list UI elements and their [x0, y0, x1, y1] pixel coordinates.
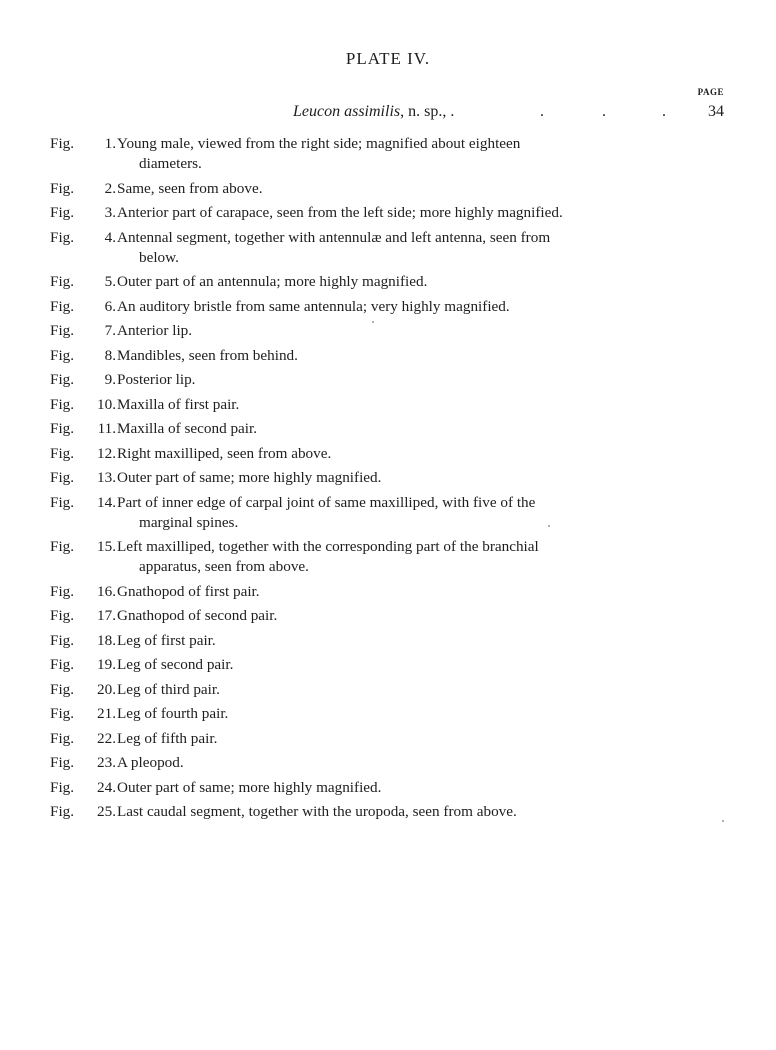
figure-entry	[50, 179, 680, 199]
figure-entry	[50, 370, 680, 390]
figure-description	[116, 753, 680, 773]
figure-entry	[50, 655, 680, 675]
figure-description	[116, 179, 680, 199]
figure-word: Fig.	[50, 656, 75, 673]
figure-entry	[50, 493, 680, 533]
figure-label	[50, 655, 116, 675]
species-page-number: 34	[708, 103, 724, 120]
figure-number: 1.	[104, 135, 116, 152]
figure-entry	[50, 802, 680, 822]
figure-label	[50, 729, 116, 749]
figure-number: 21.	[97, 705, 116, 722]
figure-label	[50, 419, 116, 439]
figure-word: Fig.	[50, 204, 75, 221]
figure-description-line: Left maxilliped, together with the corresponding part of the branchial	[117, 538, 539, 555]
figure-word: Fig.	[50, 803, 75, 820]
figure-entry	[50, 395, 680, 415]
figure-description-continuation: diameters.	[139, 155, 202, 172]
leader-dot: .	[540, 103, 544, 120]
figure-number: 4.	[104, 228, 116, 246]
figure-entry	[50, 444, 680, 464]
figure-number: 8.	[104, 346, 116, 364]
figure-description-line: Gnathopod of second pair.	[117, 607, 278, 624]
plate-title: PLATE IV.	[345, 49, 431, 68]
figure-description-line: Last caudal segment, together with the uropoda, seen from above.	[117, 803, 517, 820]
figure-label	[50, 753, 116, 773]
figure-description-line: Leg of fourth pair.	[117, 705, 229, 722]
figure-label	[50, 778, 116, 798]
figure-number: 20.	[97, 680, 116, 698]
figure-label	[50, 297, 116, 317]
figure-label	[50, 468, 116, 488]
figure-entry	[50, 419, 680, 439]
figure-word: Fig.	[50, 469, 75, 486]
figure-description-line: An auditory bristle from same antennula; very highly magnified.	[117, 297, 510, 315]
figure-description-line: Mandibles, seen from behind.	[117, 346, 298, 364]
species-name	[293, 103, 454, 121]
figure-entry	[50, 537, 680, 577]
figure-word: Fig.	[50, 538, 75, 555]
figure-label	[50, 321, 116, 341]
figure-description-continuation: marginal spines.	[139, 513, 239, 531]
species-italic-name: Leucon assimilis	[293, 103, 401, 120]
figure-description	[116, 346, 680, 366]
figure-label	[50, 272, 116, 292]
figure-number: 17.	[97, 607, 116, 624]
figure-label	[50, 631, 116, 651]
figure-description	[116, 134, 680, 174]
figure-number: 5.	[104, 273, 116, 290]
figure-number: 22.	[97, 729, 116, 747]
figure-description	[116, 395, 680, 415]
figure-description	[116, 444, 680, 464]
figure-label	[50, 606, 116, 626]
figure-number: 9.	[104, 371, 116, 388]
figure-description-line: Gnathopod of first pair.	[117, 582, 260, 600]
figure-word: Fig.	[50, 297, 75, 315]
figure-description	[116, 297, 680, 317]
figure-description	[116, 802, 680, 822]
figure-word: Fig.	[50, 680, 75, 698]
page-column-header: PAGE	[697, 87, 724, 97]
figure-word: Fig.	[50, 346, 75, 364]
figure-list	[50, 134, 680, 827]
figure-description	[116, 493, 680, 533]
figure-entry	[50, 228, 680, 268]
figure-label	[50, 203, 116, 223]
figure-description-line: Young male, viewed from the right side; magnified about eighteen	[117, 135, 521, 152]
figure-description	[116, 370, 680, 390]
figure-number: 16.	[97, 582, 116, 600]
species-suffix: , n. sp., .	[400, 103, 455, 120]
figure-number: 15.	[97, 538, 116, 555]
figure-word: Fig.	[50, 705, 75, 722]
figure-entry	[50, 606, 680, 626]
figure-description	[116, 321, 680, 341]
figure-description-line: Outer part of an antennula; more highly magnified.	[117, 273, 428, 290]
figure-number: 10.	[97, 395, 116, 413]
figure-number: 3.	[104, 204, 116, 221]
figure-label	[50, 493, 116, 513]
figure-number: 24.	[97, 778, 116, 796]
figure-word: Fig.	[50, 273, 75, 290]
figure-description	[116, 537, 680, 577]
figure-description-line: Right maxilliped, seen from above.	[117, 444, 332, 462]
figure-label	[50, 228, 116, 248]
figure-number: 2.	[104, 179, 116, 197]
figure-word: Fig.	[50, 607, 75, 624]
figure-description-line: Leg of second pair.	[117, 656, 234, 673]
figure-description-line: Anterior lip.	[117, 322, 193, 339]
figure-word: Fig.	[50, 179, 75, 197]
figure-entry	[50, 582, 680, 602]
figure-entry	[50, 704, 680, 724]
figure-description	[116, 228, 680, 268]
figure-description	[116, 606, 680, 626]
figure-word: Fig.	[50, 493, 75, 511]
figure-description-line: Anterior part of carapace, seen from the left side; more highly magnified.	[117, 204, 563, 221]
figure-description-line: Outer part of same; more highly magnified.	[117, 469, 382, 486]
figure-description-line: Leg of third pair.	[117, 680, 220, 698]
figure-entry	[50, 203, 680, 223]
paper-speck	[548, 525, 550, 527]
figure-label	[50, 179, 116, 199]
figure-number: 14.	[97, 493, 116, 511]
figure-description-line: Part of inner edge of carpal joint of same maxilliped, with five of the	[117, 493, 536, 511]
figure-description-line: Antennal segment, together with antennulæ and left antenna, seen from	[117, 228, 551, 246]
figure-description-line: A pleopod.	[117, 754, 184, 771]
figure-word: Fig.	[50, 135, 75, 152]
figure-entry	[50, 134, 680, 174]
figure-description	[116, 203, 680, 223]
figure-label	[50, 704, 116, 724]
leader-dot: .	[662, 103, 666, 120]
figure-description	[116, 582, 680, 602]
paper-speck	[372, 321, 374, 323]
figure-word: Fig.	[50, 322, 75, 339]
leader-dot: .	[602, 103, 606, 120]
paper-speck	[722, 820, 724, 822]
figure-number: 23.	[97, 754, 116, 771]
figure-description	[116, 729, 680, 749]
figure-description-line: Maxilla of first pair.	[117, 395, 240, 413]
figure-description	[116, 272, 680, 292]
figure-label	[50, 395, 116, 415]
figure-description	[116, 680, 680, 700]
figure-label	[50, 582, 116, 602]
figure-word: Fig.	[50, 371, 75, 388]
figure-word: Fig.	[50, 778, 75, 796]
figure-word: Fig.	[50, 729, 75, 747]
figure-entry	[50, 468, 680, 488]
figure-entry	[50, 297, 680, 317]
figure-word: Fig.	[50, 754, 75, 771]
figure-description	[116, 631, 680, 651]
figure-label	[50, 680, 116, 700]
figure-description-line: Outer part of same; more highly magnified.	[117, 778, 382, 796]
figure-number: 12.	[97, 444, 116, 462]
figure-description	[116, 704, 680, 724]
figure-number: 11.	[97, 420, 116, 437]
figure-label	[50, 134, 116, 154]
figure-description-line: Leg of first pair.	[117, 631, 216, 649]
figure-word: Fig.	[50, 228, 75, 246]
figure-description	[116, 419, 680, 439]
figure-word: Fig.	[50, 395, 75, 413]
figure-entry	[50, 729, 680, 749]
figure-number: 19.	[97, 656, 116, 673]
figure-number: 25.	[97, 803, 116, 820]
figure-entry	[50, 778, 680, 798]
figure-word: Fig.	[50, 444, 75, 462]
figure-description-continuation: below.	[139, 248, 179, 266]
figure-description	[116, 468, 680, 488]
figure-word: Fig.	[50, 631, 75, 649]
figure-label	[50, 537, 116, 557]
figure-entry	[50, 753, 680, 773]
figure-word: Fig.	[50, 420, 75, 437]
figure-label	[50, 346, 116, 366]
figure-entry	[50, 346, 680, 366]
figure-description-line: Posterior lip.	[117, 371, 196, 388]
species-entry	[0, 103, 776, 123]
figure-description-line: Maxilla of second pair.	[117, 420, 258, 437]
figure-description-line: Same, seen from above.	[117, 179, 263, 197]
figure-entry	[50, 272, 680, 292]
figure-label	[50, 444, 116, 464]
figure-number: 13.	[97, 469, 116, 486]
figure-description-line: Leg of fifth pair.	[117, 729, 218, 747]
figure-label	[50, 370, 116, 390]
figure-entry	[50, 321, 680, 341]
figure-word: Fig.	[50, 582, 75, 600]
figure-number: 6.	[104, 297, 116, 315]
figure-entry	[50, 680, 680, 700]
figure-description-continuation: apparatus, seen from above.	[139, 558, 309, 575]
figure-description	[116, 655, 680, 675]
figure-entry	[50, 631, 680, 651]
figure-label	[50, 802, 116, 822]
figure-number: 7.	[104, 322, 116, 339]
figure-number: 18.	[97, 631, 116, 649]
figure-description	[116, 778, 680, 798]
